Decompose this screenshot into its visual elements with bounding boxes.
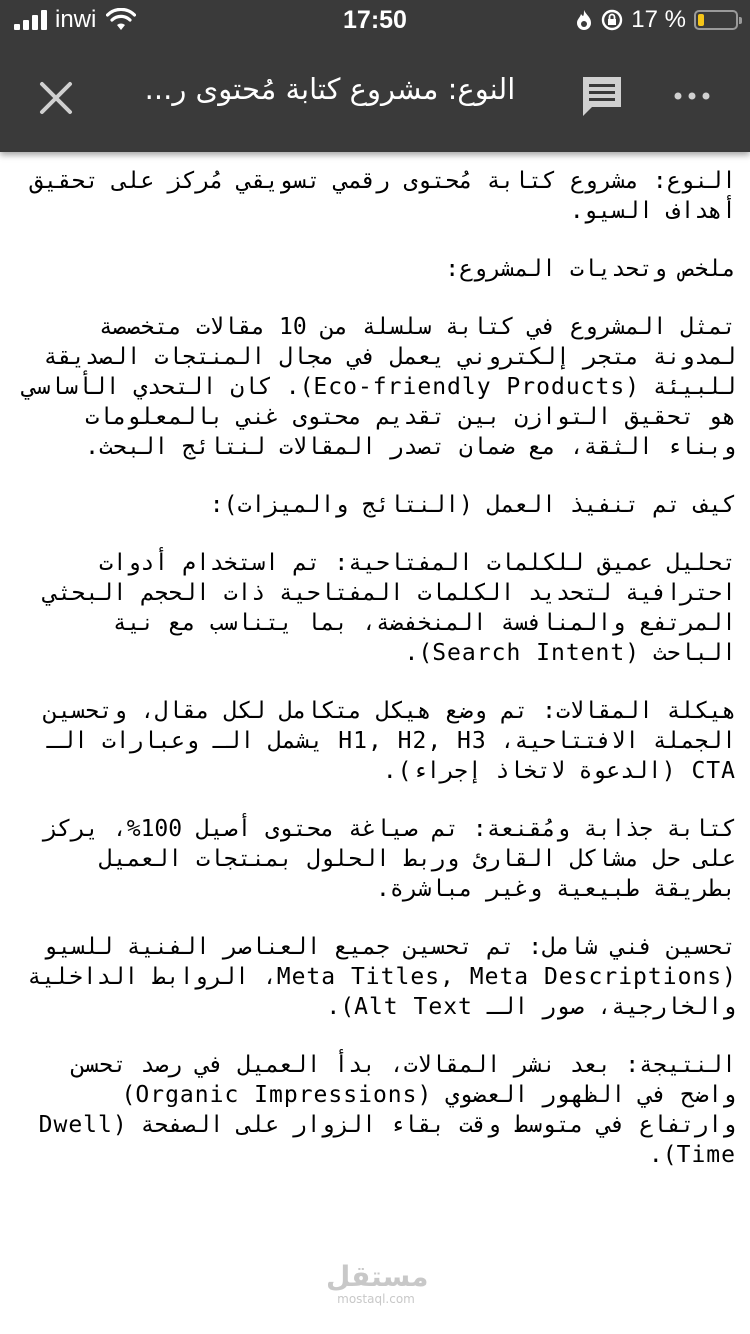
comment-icon[interactable] — [580, 74, 624, 118]
text-paragraph: تحليل عميق للكلمات المفتاحية: تم استخدام أدوات احترافية لتحديد الكلمات المفتاحية ذات الحجم البحثي المرتفع والمنافسة المنخفضة، بما يتناسب مع نية الباحث (Search Intent). — [29, 550, 736, 666]
battery-level — [698, 14, 704, 26]
flame-icon — [575, 9, 593, 31]
text-paragraph: كيف تم تنفيذ العمل (النتائج والميزات): — [209, 492, 736, 518]
battery-icon — [694, 10, 738, 30]
text-paragraph: ملخص وتحديات المشروع: — [445, 256, 736, 282]
status-time: 17:50 — [343, 6, 407, 34]
top-bar — [0, 0, 750, 152]
nav-bar — [0, 42, 750, 152]
carrier-name: inwi — [55, 6, 97, 33]
watermark-logo — [326, 1260, 429, 1306]
watermark-main: مستقل — [326, 1260, 429, 1293]
status-right-group — [575, 6, 738, 34]
more-dots-icon[interactable] — [672, 86, 712, 106]
battery-percent: 17 % — [631, 6, 686, 33]
status-bar — [0, 0, 750, 42]
close-icon[interactable] — [36, 78, 76, 118]
rotation-lock-icon — [601, 9, 623, 31]
text-paragraph: تمثل المشروع في كتابة سلسلة من 10 مقالات متخصصة لمدونة متجر إلكتروني يعمل في مجال المنتجات الصديقة للبيئة (Eco-friendly Products). كان التحدي الأساسي هو تحقيق التوازن بين تقديم محتوى غني بالمعلومات وبناء الثقة، مع ضمان تصدر المقالات لنتائج البحث. — [8, 314, 736, 460]
text-paragraph: هيكلة المقالات: تم وضع هيكل متكامل لكل مقال، وتحسين الجملة الافتتاحية، H1, H2, H3 يشمل الـ وعبارات الـ CTA (الدعوة لاتخاذ إجراء). — [29, 698, 736, 784]
text-paragraph: النوع: مشروع كتابة مُحتوى رقمي تسويقي مُركز على تحقيق أهداف السيو. — [15, 168, 736, 224]
page-title: النوع: مشروع كتابة مُحتوى ر... — [144, 72, 516, 106]
text-paragraph: كتابة جذابة ومُقنعة: تم صياغة محتوى أصيل 100%، يركز على حل مشاكل القارئ وربط الحلول بمنتجات العميل بطريقة طبيعية وغير مباشرة. — [29, 816, 736, 902]
text-paragraph: تحسين فني شامل: تم تحسين جميع العناصر الفنية للسيو (Meta Titles, Meta Descriptions، الروابط الداخلية والخارجية، صور الـ Alt Text). — [13, 934, 736, 1020]
document-text — [8, 166, 736, 1198]
text-paragraph: النتيجة: بعد نشر المقالات، بدأ العميل في رصد تحسن واضح في الظهور العضوي (Organic Impressions) وارتفاع في متوسط وقت بقاء الزوار على الصفحة (Dwell Time). — [23, 1052, 736, 1168]
watermark-sub: mostaql.com — [337, 1292, 415, 1306]
